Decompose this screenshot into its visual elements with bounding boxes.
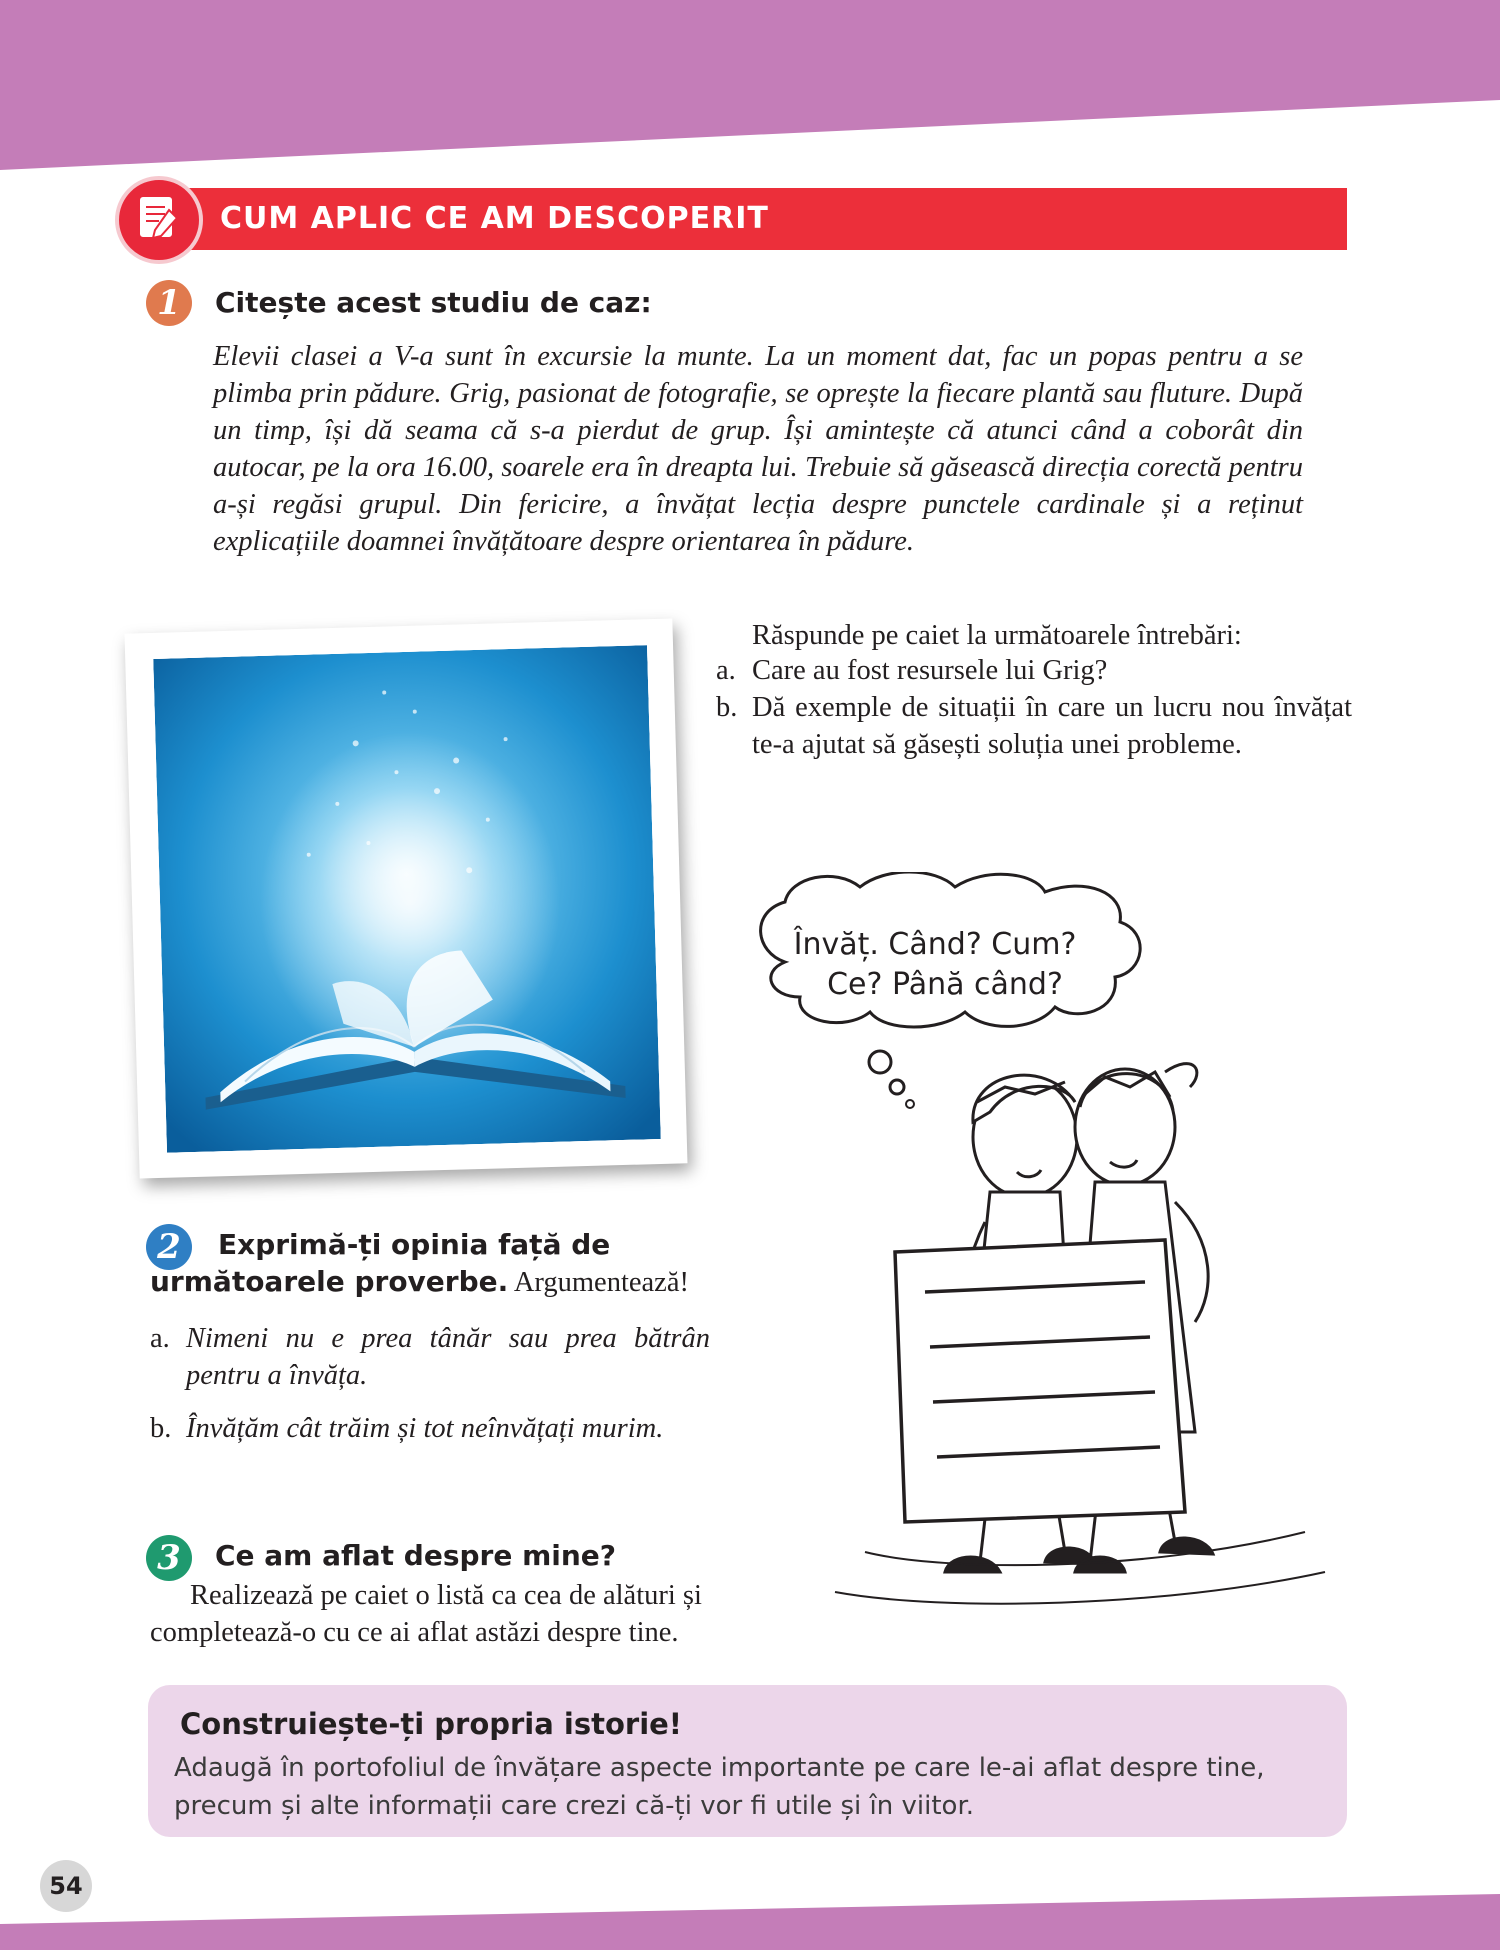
info-box-title: Construiește-ți propria istorie! xyxy=(180,1707,683,1741)
book-photo xyxy=(124,618,687,1178)
question-item-b xyxy=(716,689,1352,763)
question-label: a. xyxy=(716,655,736,686)
info-box xyxy=(148,1685,1347,1837)
pencil-document-icon xyxy=(115,176,203,264)
section-header xyxy=(115,188,1347,250)
exercise-2-title xyxy=(150,1226,730,1301)
proverb-item-b xyxy=(150,1410,710,1447)
section-title: CUM APLIC CE AM DESCOPERIT xyxy=(220,201,769,236)
proverb-text: Nimeni nu e prea tânăr sau prea bătrân pentru a învăța. xyxy=(186,1323,710,1391)
top-decorative-band xyxy=(0,0,1500,175)
case-study-text: Elevii clasei a V-a sunt în excursie la munte. La un moment dat, fac un popas pentru a se plimba prin pădure. Grig, pasionat de fotografie, se oprește la fiecare plantă sau fluture. După un timp, își dă seama că s-a pierdut de grup. Își amintește că atunci când a coborât din autocar, pe la ora 16.00, soarele era în dreapta lui. Trebuie să găsească direcția corectă pentru a-și regăsi grupul. Din fericire, a învățat lecția despre punctele cardinale și a reținut explicațiile doamnei învățătoare despre orientarea în pădure. xyxy=(213,341,1303,557)
thought-bubble-line-2: Ce? Până când? xyxy=(827,967,1063,1002)
exercise-2-title-bold: Exprimă-ți opinia față de următoarele proverbe. xyxy=(150,1228,611,1298)
bottom-decorative-band xyxy=(0,1894,1500,1950)
proverbs-list xyxy=(150,1320,710,1463)
exercise-number-3: 3 xyxy=(146,1535,192,1581)
proverb-label: b. xyxy=(150,1413,172,1444)
question-item-a xyxy=(716,652,1352,689)
question-text: Care au fost resursele lui Grig? xyxy=(752,655,1108,686)
question-label: b. xyxy=(716,692,738,723)
exercise-2-title-normal: Argumentează! xyxy=(508,1267,689,1298)
thought-bubble-line-1: Învăț. Când? Cum? xyxy=(793,927,1077,962)
exercise-number-2: 2 xyxy=(146,1224,192,1270)
exercise-3-text: Realizează pe caiet o listă ca cea de alături și completează-o cu ce ai aflat astăzi despre tine. xyxy=(150,1580,702,1648)
proverb-label: a. xyxy=(150,1323,170,1354)
info-box-text: Adaugă în portofoliul de învățare aspecte importante pe care le-ai aflat despre tine, precum și alte informații care crezi că-ți vor fi utile și în viitor. xyxy=(174,1753,1265,1821)
exercise-1-title: Citește acest studiu de caz: xyxy=(215,286,652,319)
page-number: 54 xyxy=(40,1860,92,1912)
proverb-text: Învățăm cât trăim și tot neînvățați murim. xyxy=(186,1413,664,1444)
children-with-list-illustration xyxy=(745,872,1335,1662)
proverb-item-a xyxy=(150,1320,710,1394)
list-board xyxy=(895,1240,1185,1522)
questions-intro: Răspunde pe caiet la următoarele întrebări: xyxy=(752,620,1242,651)
questions-list xyxy=(716,652,1352,763)
question-text: Dă exemple de situații în care un lucru nou învățat te-a ajutat să găsești soluția unei probleme. xyxy=(752,692,1352,760)
exercise-number-1: 1 xyxy=(146,280,192,326)
exercise-3-title: Ce am aflat despre mine? xyxy=(215,1539,617,1572)
open-book-image xyxy=(153,645,661,1153)
